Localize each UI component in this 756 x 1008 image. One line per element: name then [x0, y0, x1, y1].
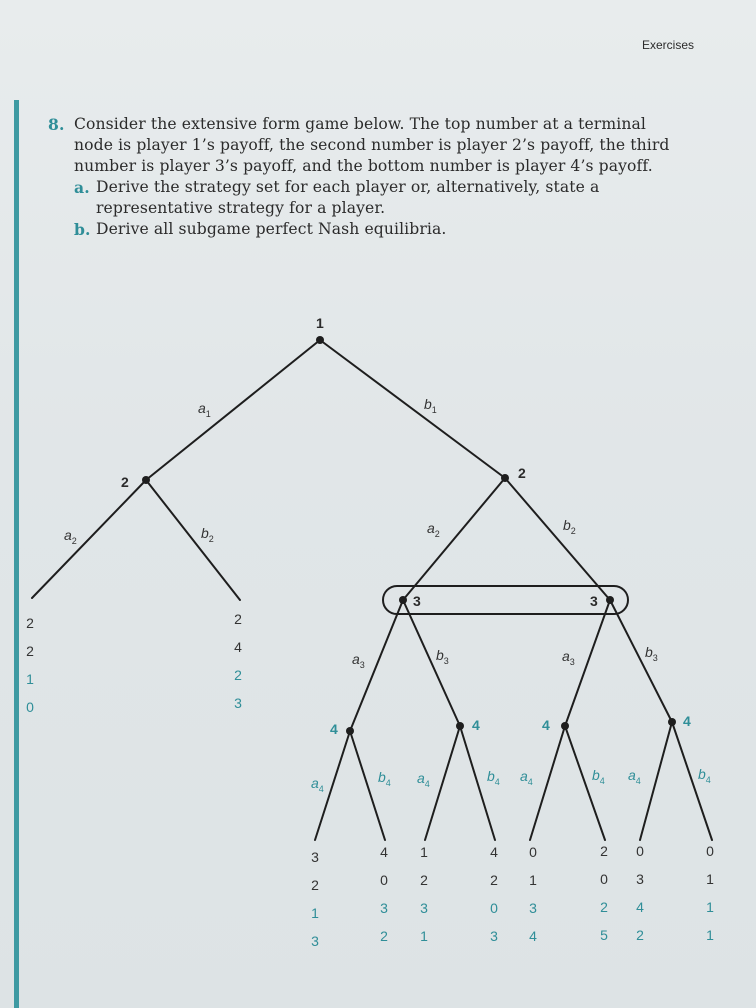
action-label-left-b3: $b_3$ [436, 647, 449, 666]
payoff-node9-player4: 2 [636, 927, 644, 943]
player-label-2-right: 2 [518, 465, 526, 481]
action-label-a1: $a_1$ [198, 400, 211, 419]
payoff-node3-player1: 3 [311, 849, 319, 865]
payoff-node1-player1: 2 [26, 615, 34, 631]
action-label-n3-a4: $a_4$ [520, 768, 533, 787]
action-label-n1-b4: $b_4$ [378, 769, 391, 788]
edge-n3-a4 [530, 726, 565, 840]
edge-a1 [146, 340, 320, 480]
payoff-node8-player3: 2 [600, 899, 608, 915]
part-b-text: Derive all subgame perfect Nash equilibria. [96, 220, 447, 238]
edge-left-b3 [403, 600, 460, 726]
payoff-node4-player3: 3 [380, 900, 388, 916]
decision-node-p4-1 [346, 727, 354, 735]
payoff-node6-player3: 0 [490, 900, 498, 916]
player-label-3-left: 3 [413, 593, 421, 609]
player-label-4-n4: 4 [683, 713, 691, 729]
edge-right-b2 [505, 478, 610, 600]
edge-n1-b4 [350, 731, 385, 840]
payoff-node8-player1: 2 [600, 843, 608, 859]
payoff-node10-player1: 0 [706, 843, 714, 859]
action-label-left-b2: $b_2$ [201, 525, 214, 544]
payoff-node7-player2: 1 [529, 872, 537, 888]
action-label-n2-a4: $a_4$ [417, 770, 430, 789]
edge-n2-a4 [425, 726, 460, 840]
payoff-node8-player4: 5 [600, 927, 608, 943]
payoff-node1-player3: 1 [26, 671, 34, 687]
action-label-n1-a4: $a_4$ [311, 775, 324, 794]
payoff-node1-player4: 0 [26, 699, 34, 715]
section-header: Exercises [641, 38, 694, 52]
payoff-node10-player3: 1 [706, 899, 714, 915]
decision-node-p3-right [606, 596, 614, 604]
payoff-node1-player2: 2 [26, 643, 34, 659]
payoff-node7-player3: 3 [529, 900, 537, 916]
payoff-node5-player1: 1 [420, 844, 428, 860]
action-label-left-a3: $a_3$ [352, 651, 365, 670]
decision-node-p4-4 [668, 718, 676, 726]
part-b-label: b. [74, 220, 91, 239]
payoff-node5-player3: 3 [420, 900, 428, 916]
decision-node-p4-3 [561, 722, 569, 730]
action-label-n3-b4: $b_4$ [592, 767, 605, 786]
player-label-1: 1 [316, 315, 324, 331]
payoff-node9-player1: 0 [636, 843, 644, 859]
payoff-node7-player4: 4 [529, 928, 537, 944]
edge-left-b2 [146, 480, 240, 600]
edge-right-b3 [610, 600, 672, 722]
player-label-4-n3: 4 [542, 717, 550, 733]
player-label-2-left: 2 [121, 474, 129, 490]
payoff-node2-player2: 4 [234, 639, 242, 655]
payoff-node6-player4: 3 [490, 928, 498, 944]
player-label-3-right: 3 [590, 593, 598, 609]
decision-node-p3-left [399, 596, 407, 604]
decision-node-p2-right [501, 474, 509, 482]
payoff-node9-player2: 3 [636, 871, 644, 887]
action-label-n2-b4: $b_4$ [487, 768, 500, 787]
payoff-node10-player4: 1 [706, 927, 714, 943]
action-label-n4-b4: $b_4$ [698, 766, 711, 785]
edge-b1 [320, 340, 505, 478]
payoff-node9-player3: 4 [636, 899, 644, 915]
payoff-node4-player4: 2 [380, 928, 388, 944]
action-label-right-b2: $b_2$ [563, 517, 576, 536]
payoff-node2-player4: 3 [234, 695, 242, 711]
edge-right-a2 [403, 478, 505, 600]
action-label-right-b3: $b_3$ [645, 644, 658, 663]
player-label-4-n2: 4 [472, 717, 480, 733]
payoff-node3-player4: 3 [311, 933, 319, 949]
payoff-node8-player2: 0 [600, 871, 608, 887]
exercise-number: 8. [48, 115, 65, 134]
payoff-node6-player1: 4 [490, 844, 498, 860]
payoff-node4-player2: 0 [380, 872, 388, 888]
decision-node-p2-left [142, 476, 150, 484]
payoff-node3-player2: 2 [311, 877, 319, 893]
exercise-text: Consider the extensive form game below. The top number at a terminal node is player 1’s payoff, the second number is player 2’s payoff, the third number is player 3’s payoff, and the bottom number is player 4’s payoff. [74, 115, 670, 175]
edge-n4-a4 [640, 722, 672, 840]
payoff-node4-player1: 4 [380, 844, 388, 860]
part-a-label: a. [74, 178, 90, 197]
edge-left-a2 [32, 480, 146, 598]
decision-node-p1 [316, 336, 324, 344]
action-label-right-a2: $a_2$ [427, 520, 440, 539]
payoff-node10-player2: 1 [706, 871, 714, 887]
player-label-4-n1: 4 [330, 721, 338, 737]
action-label-b1: $b_1$ [424, 396, 437, 415]
payoff-node5-player2: 2 [420, 872, 428, 888]
decision-node-p4-2 [456, 722, 464, 730]
payoff-node3-player3: 1 [311, 905, 319, 921]
payoff-node2-player3: 2 [234, 667, 242, 683]
action-label-n4-a4: $a_4$ [628, 767, 641, 786]
payoff-node6-player2: 2 [490, 872, 498, 888]
payoff-node7-player1: 0 [529, 844, 537, 860]
payoff-node5-player4: 1 [420, 928, 428, 944]
part-a-text: Derive the strategy set for each player or, alternatively, state a representative strategy for a player. [96, 178, 600, 217]
action-label-left-a2: $a_2$ [64, 527, 77, 546]
action-label-right-a3: $a_3$ [562, 648, 575, 667]
payoff-node2-player1: 2 [234, 611, 242, 627]
